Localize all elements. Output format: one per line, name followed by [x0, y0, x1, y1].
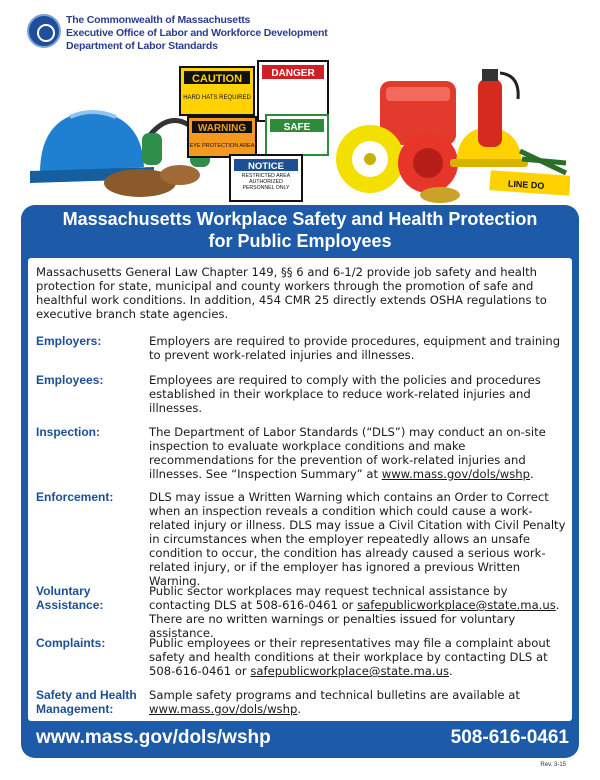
fire-hose-icon [398, 133, 458, 193]
notice-sign [230, 155, 302, 201]
section-voluntary-label-line-1: Voluntary [36, 584, 91, 598]
section-inspection-label: Inspection: [36, 425, 101, 439]
safety-equipment-illustration [30, 55, 570, 205]
section-safety-period: . [297, 702, 301, 716]
section-voluntary-label [36, 584, 146, 612]
notice-sign-text: NOTICE [248, 161, 284, 172]
section-safety-label [36, 688, 146, 716]
revision-note: Rev. 3-15 [540, 762, 566, 768]
section-employees-text: Employees are required to comply with the policies and procedures established in their workplace to reduce work-related injuries and illnesses. [149, 373, 541, 415]
safe-sign [266, 115, 328, 155]
section-enforcement-text: DLS may issue a Written Warning which contains an Order to Correct when an inspection reveals a condition which could cause a work-related injury or illness. DLS may issue a Civil Citation with Civil Penalty in circumstances when the employer repeatedly allows an unsafe condition to occur, the condition has already caused a serious work-related injury, or if the employer has ignored a previous Written Warning. [149, 490, 566, 588]
agency-line-commonwealth: The Commonwealth of Massachusetts [66, 14, 251, 26]
complaints-email-link[interactable]: safepublicworkplace@state.ma.us [250, 664, 449, 678]
section-safety-label-line-1: Safety and Health [36, 688, 137, 702]
page-title-line-1: Massachusetts Workplace Safety and Health Protection [62, 209, 538, 229]
agency-line-executive-office: Executive Office of Labor and Workforce Development [66, 27, 328, 39]
caution-sign [180, 67, 254, 115]
section-employees-label: Employees: [36, 373, 104, 387]
section-safety-body: Sample safety programs and technical bulletins are available at [149, 688, 520, 702]
caution-tape-text: LINE DO [507, 178, 545, 191]
section-safety-text [149, 688, 569, 716]
voluntary-email-link[interactable]: safepublicworkplace@state.ma.us [357, 598, 556, 612]
section-complaints-period: . [449, 664, 453, 678]
caution-tape [489, 170, 570, 196]
danger-sign-text: DANGER [271, 68, 315, 79]
section-inspection-text [149, 425, 569, 481]
section-voluntary-body: Public sector workplaces may request technical assistance by contacting DLS at 508-616-0461 or [149, 584, 508, 612]
warning-sign-text: WARNING [197, 123, 247, 134]
section-safety-label-line-2: Management: [36, 702, 114, 716]
danger-sign [258, 61, 328, 121]
safety-equipment-image [30, 55, 570, 205]
hose-reel-icon [336, 125, 404, 193]
page-title-line-2: for Public Employees [208, 231, 392, 251]
caution-sign-subtext: HARD HATS REQUIRED [183, 95, 251, 101]
warning-sign [188, 117, 256, 157]
footer-phone-number: 508-616-0461 [450, 727, 569, 748]
section-inspection-body: The Department of Labor Standards (“DLS”) may conduct an on-site inspection to evaluate workplace conditions and make recommendations for the prevention of work-related injuries and illnesses. See “Inspection Summary” at [149, 425, 546, 481]
page-title [21, 208, 579, 252]
section-inspection-period: . [530, 467, 534, 481]
notice-sign-subtext: RESTRICTED AREA AUTHORIZED PERSONNEL ONLY [241, 173, 291, 191]
massachusetts-seal-icon [27, 14, 61, 48]
section-complaints-text [149, 636, 569, 678]
footer-website-link[interactable]: www.mass.gov/dols/wshp [36, 727, 271, 748]
agency-line-department: Department of Labor Standards [66, 40, 218, 52]
intro-paragraph: Massachusetts General Law Chapter 149, §§ 6 and 6-1/2 provide job safety and health protection for state, municipal and county workers through the promotion of safe and healthful work conditions. In addition, 454 CMR 25 directly extends OSHA regulations to executive branch state agencies. [36, 265, 547, 321]
inspection-link[interactable]: www.mass.gov/dols/wshp [381, 467, 531, 481]
section-voluntary-text [149, 584, 569, 640]
safety-link[interactable]: www.mass.gov/dols/wshp [149, 702, 298, 716]
section-voluntary-label-line-2: Assistance: [36, 598, 104, 612]
caution-sign-text: CAUTION [191, 73, 243, 85]
section-complaints-label: Complaints: [36, 636, 106, 650]
section-enforcement-label: Enforcement: [36, 490, 114, 504]
warning-sign-subtext: EYE PROTECTION AREA [189, 143, 255, 149]
section-employers-text: Employers are required to provide procedures, equipment and training to prevent work-related injuries and illnesses. [149, 334, 561, 362]
section-complaints-body: Public employees or their representatives may file a complaint about safety and health conditions at their workplace by contacting DLS at 508-616-0461 or [149, 636, 551, 678]
section-voluntary-body-end: . There are no written warnings or penalties issued for voluntary assistance. [149, 598, 560, 640]
section-employers-label: Employers: [36, 334, 102, 348]
safe-sign-text: SAFE [283, 122, 311, 133]
work-gloves-icon [420, 187, 460, 203]
fire-extinguisher-icon [478, 69, 518, 147]
agency-name-block [66, 14, 328, 53]
